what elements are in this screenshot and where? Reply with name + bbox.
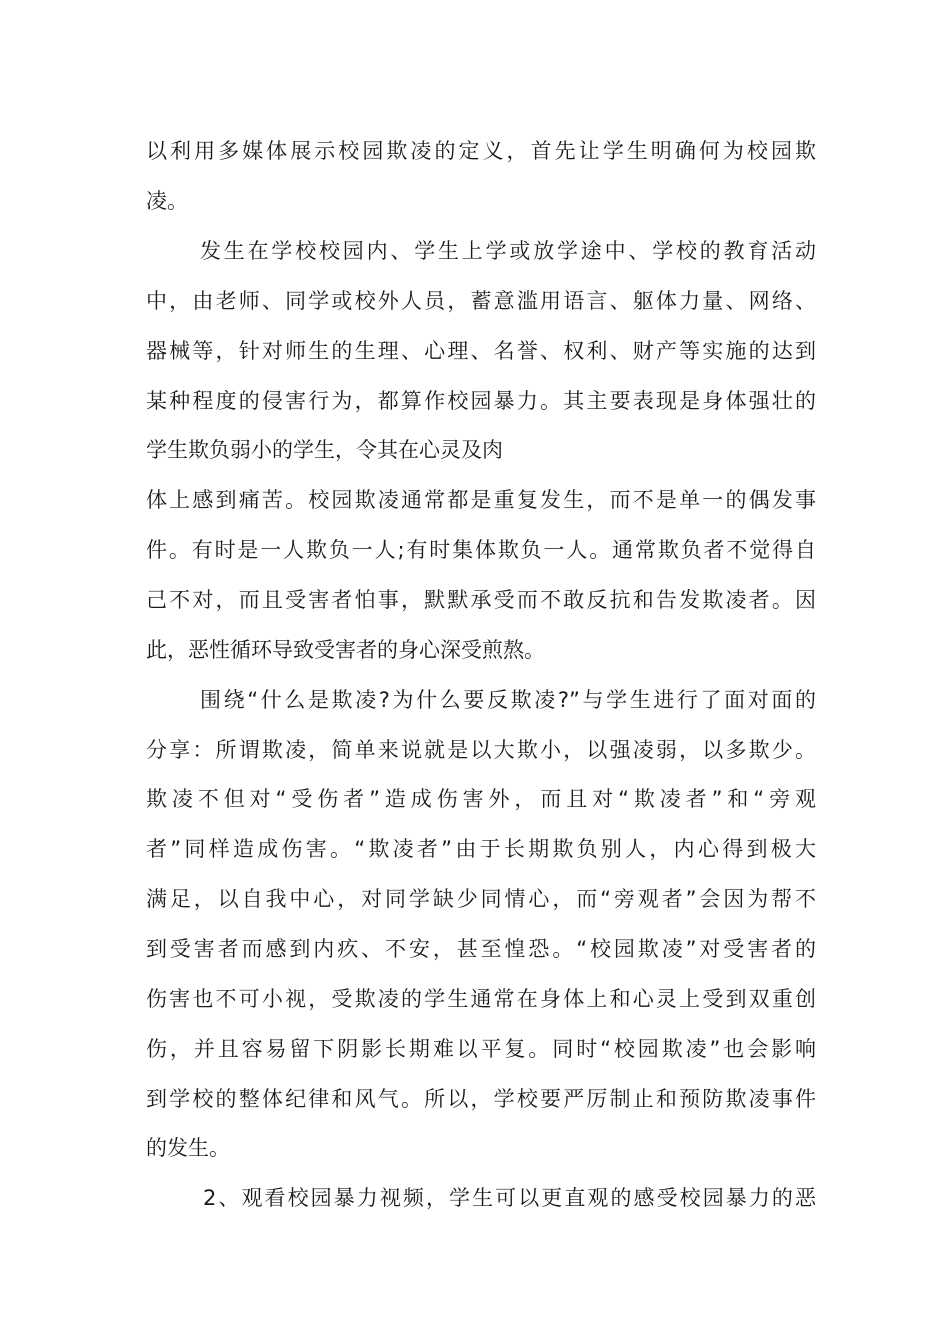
text-line: 的发生。 [146,1136,230,1160]
paragraph-first-line: 围绕“什么是欺凌?为什么要反欺凌?”与学生进行了面对面的 [200,688,816,712]
text-line: 伤害也不可小视，受欺凌的学生通常在身体上和心灵上受到双重创 [146,987,816,1011]
text-line: 伤，并且容易留下阴影长期难以平复。同时“校园欺凌”也会影响 [146,1037,816,1061]
text-line: 欺凌不但对“受伤者”造成伤害外，而且对“欺凌者”和“旁观 [146,787,816,811]
text-line: 者”同样造成伤害。“欺凌者”由于长期欺负别人，内心得到极大 [146,837,816,861]
text-line: 己不对，而且受害者怕事，默默承受而不敢反抗和告发欺凌者。因 [146,588,816,612]
paragraph-first-line: 发生在学校校园内、学生上学或放学途中、学校的教育活动 [200,239,816,263]
text-line: 分享：所谓欺凌，简单来说就是以大欺小，以强凌弱，以多欺少。 [146,738,816,762]
text-line: 中，由老师、同学或校外人员，蓄意滥用语言、躯体力量、网络、 [146,289,816,313]
text-line: 某种程度的侵害行为，都算作校园暴力。其主要表现是身体强壮的 [146,389,816,413]
text-line: 满足，以自我中心，对同学缺少同情心，而“旁观者”会因为帮不 [146,887,816,911]
text-line: 此，恶性循环导致受害者的身心深受煎熬。 [146,638,545,662]
text-line: 器械等，针对师生的生理、心理、名誉、权利、财产等实施的达到 [146,339,816,363]
text-line: 以利用多媒体展示校园欺凌的定义，首先让学生明确何为校园欺 [146,139,816,163]
text-line: 学生欺负弱小的学生，令其在心灵及肉 [146,438,503,462]
text-line: 件。有时是一人欺负一人;有时集体欺负一人。通常欺负者不觉得自 [146,538,816,562]
text-line: 到受害者而感到内疚、不安，甚至惶恐。“校园欺凌”对受害者的 [146,937,816,961]
paragraph-first-line: 2、观看校园暴力视频，学生可以更直观的感受校园暴力的恶 [203,1186,816,1210]
text-line: 凌。 [146,189,188,213]
text-line: 体上感到痛苦。校园欺凌通常都是重复发生，而不是单一的偶发事 [146,488,816,512]
text-line: 到学校的整体纪律和风气。所以，学校要严厉制止和预防欺凌事件 [146,1087,816,1111]
